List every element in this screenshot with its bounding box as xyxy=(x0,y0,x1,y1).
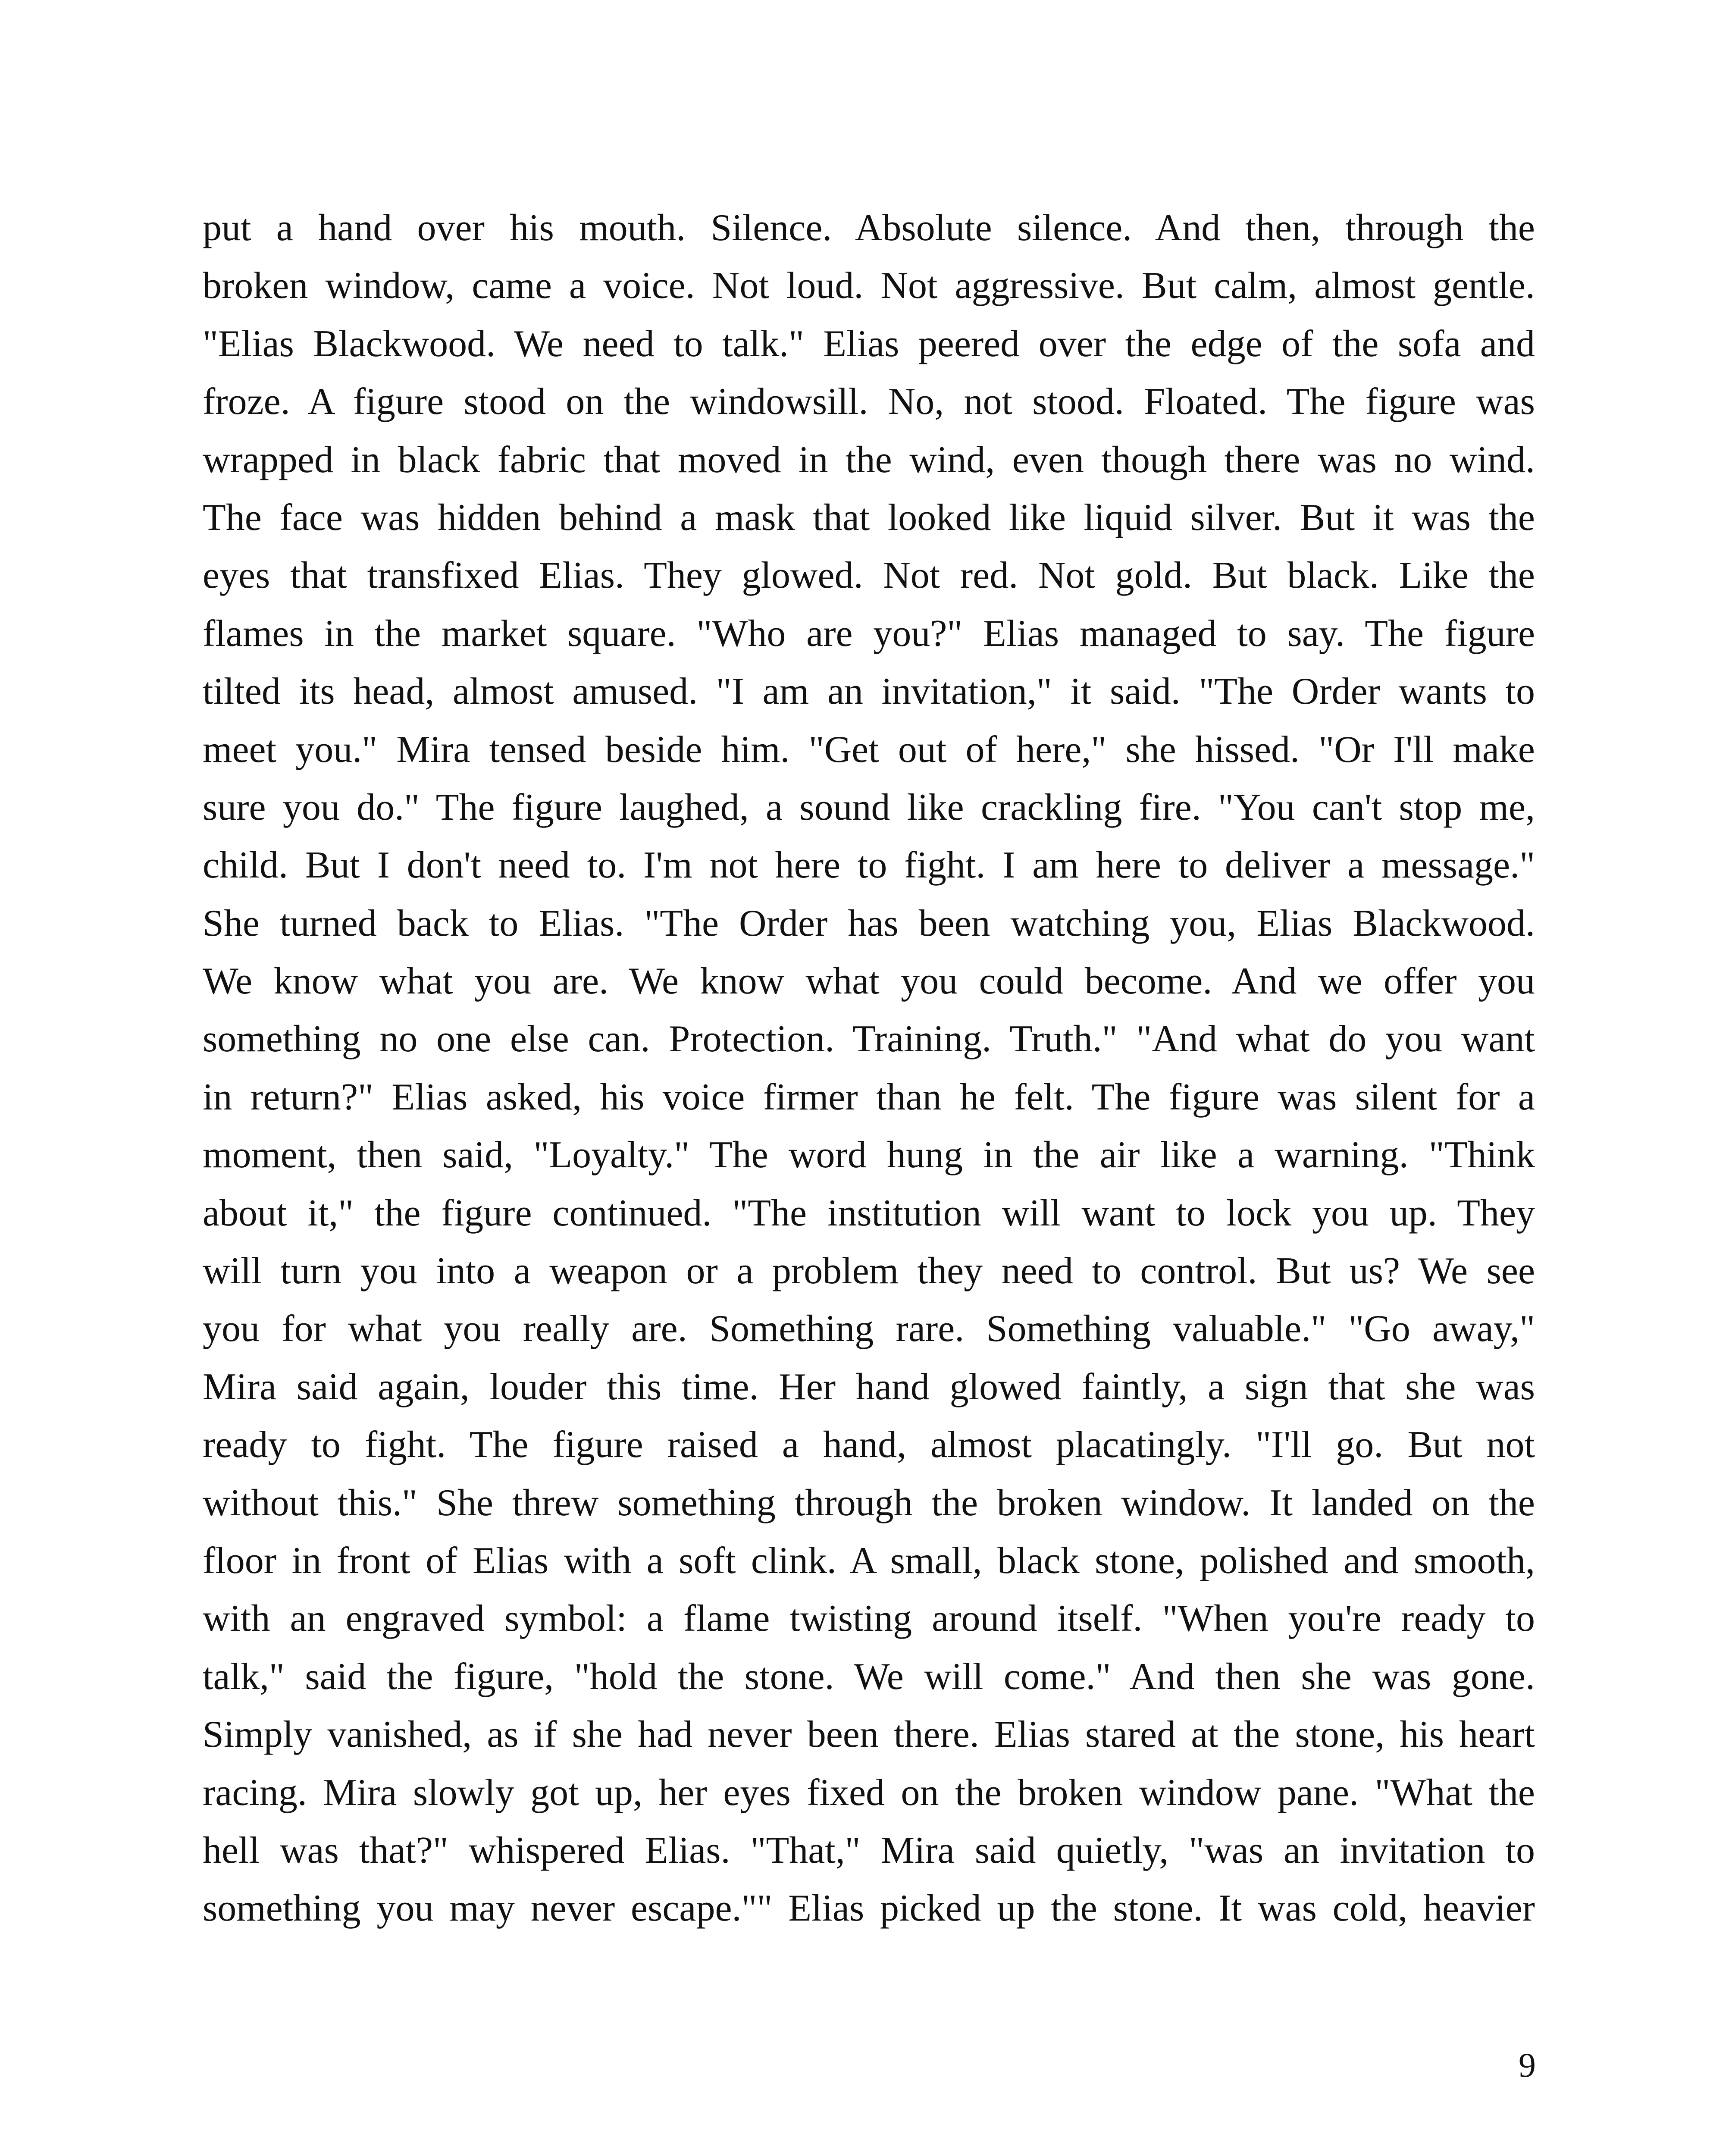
text-line: We know what you are. We know what you could become. And we offer you xyxy=(203,960,1535,1003)
text-line: floor in front of Elias with a soft clink. A small, black stone, polished and smooth, xyxy=(203,1539,1535,1582)
text-line: you for what you really are. Something rare. Something valuable." "Go away," xyxy=(203,1308,1535,1350)
text-line: "Elias Blackwood. We need to talk." Elias peered over the edge of the sofa and xyxy=(203,323,1535,365)
text-line: ready to fight. The figure raised a hand, almost placatingly. "I'll go. But not xyxy=(203,1424,1535,1466)
text-line: She turned back to Elias. "The Order has been watching you, Elias Blackwood. xyxy=(203,902,1535,944)
text-line: broken window, came a voice. Not loud. Not aggressive. But calm, almost gentle. xyxy=(203,265,1535,307)
page-number: 9 xyxy=(1519,2046,1536,2084)
text-line: child. But I don't need to. I'm not here to fight. I am here to deliver a message." xyxy=(203,844,1535,887)
text-line: eyes that transfixed Elias. They glowed. Not red. Not gold. But black. Like the xyxy=(203,555,1535,597)
text-line: something you may never escape."" Elias picked up the stone. It was cold, heavier xyxy=(203,1887,1535,1930)
text-line: talk," said the figure, "hold the stone. We will come." And then she was gone. xyxy=(203,1655,1535,1698)
body-text xyxy=(203,199,1535,1938)
text-line: froze. A figure stood on the windowsill. No, not stood. Floated. The figure was xyxy=(203,381,1535,423)
text-line: tilted its head, almost amused. "I am an invitation," it said. "The Order wants to xyxy=(203,671,1535,713)
text-line: meet you." Mira tensed beside him. "Get out of here," she hissed. "Or I'll make xyxy=(203,728,1535,771)
text-line: flames in the market square. "Who are you?" Elias managed to say. The figure xyxy=(203,612,1535,655)
text-line: without this." She threw something through the broken window. It landed on the xyxy=(203,1482,1535,1524)
text-line: with an engraved symbol: a flame twisting around itself. "When you're ready to xyxy=(203,1598,1535,1640)
text-line: Simply vanished, as if she had never been there. Elias stared at the stone, his heart xyxy=(203,1714,1535,1756)
text-line: in return?" Elias asked, his voice firmer than he felt. The figure was silent for a xyxy=(203,1076,1535,1118)
text-line: hell was that?" whispered Elias. "That," Mira said quietly, "was an invitation to xyxy=(203,1829,1535,1871)
text-line: about it," the figure continued. "The institution will want to lock you up. They xyxy=(203,1192,1535,1234)
text-line: racing. Mira slowly got up, her eyes fixed on the broken window pane. "What the xyxy=(203,1771,1535,1814)
text-line: will turn you into a weapon or a problem they need to control. But us? We see xyxy=(203,1250,1535,1292)
text-line: put a hand over his mouth. Silence. Absolute silence. And then, through the xyxy=(203,207,1535,249)
text-line: sure you do." The figure laughed, a sound like crackling fire. "You can't stop me, xyxy=(203,786,1535,828)
text-line: The face was hidden behind a mask that looked like liquid silver. But it was the xyxy=(203,496,1535,539)
text-line: something no one else can. Protection. Training. Truth." "And what do you want xyxy=(203,1018,1535,1060)
text-line: moment, then said, "Loyalty." The word hung in the air like a warning. "Think xyxy=(203,1134,1535,1176)
text-line: wrapped in black fabric that moved in the wind, even though there was no wind. xyxy=(203,439,1535,481)
text-line: Mira said again, louder this time. Her hand glowed faintly, a sign that she was xyxy=(203,1366,1535,1408)
